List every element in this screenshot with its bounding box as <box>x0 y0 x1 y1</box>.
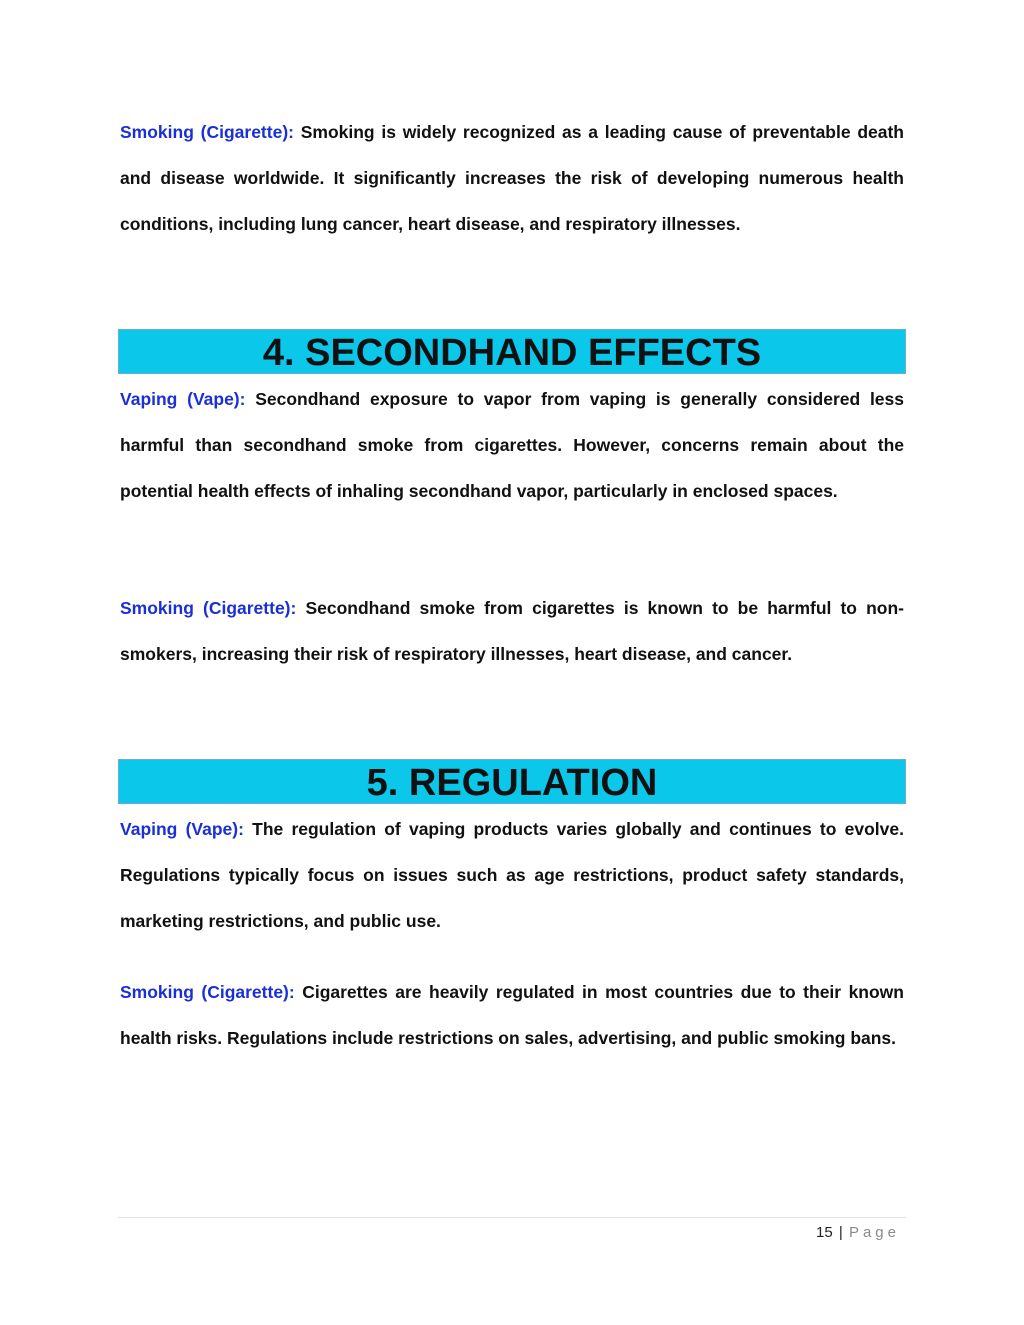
secondhand-vaping-paragraph <box>120 376 904 514</box>
secondhand-vaping-section <box>120 376 904 514</box>
secondhand-smoking-section <box>120 585 904 677</box>
regulation-heading: 5. REGULATION <box>366 762 658 804</box>
regulation-smoking-paragraph <box>120 969 904 1061</box>
page-label: Page <box>848 1224 900 1241</box>
regulation-vaping-paragraph <box>120 806 904 944</box>
vaping-label: Vaping (Vape): <box>120 819 244 839</box>
intro-section <box>120 109 904 247</box>
secondhand-smoking-paragraph <box>120 585 904 677</box>
vaping-label: Vaping (Vape): <box>120 389 246 409</box>
smoking-text: Cigarettes are heavily regulated in most countries due to their known health risks. Regulations include restrictions on sales, advertising, and public smoking bans. <box>120 982 904 1048</box>
smoking-text: Secondhand smoke from cigarettes is known to be harmful to non-smokers, increasing their risk of respiratory illnesses, heart disease, and cancer. <box>120 598 904 664</box>
footer-divider <box>118 1217 906 1218</box>
vaping-text: Secondhand exposure to vapor from vaping is generally considered less harmful than secondhand smoke from cigarettes. However, concerns remain about the potential health effects of inhaling secondhand vapor, particularly in enclosed spaces. <box>120 389 905 501</box>
regulation-heading-band <box>118 759 906 804</box>
smoking-text: Smoking is widely recognized as a leading cause of preventable death and disease worldwide. It significantly increases the risk of developing numerous health conditions, including lung cancer, heart disease, and respiratory illnesses. <box>120 122 904 234</box>
intro-smoking-paragraph <box>120 109 904 247</box>
secondhand-heading-band <box>118 329 906 374</box>
page-number: 15 <box>816 1224 833 1241</box>
smoking-label: Smoking (Cigarette): <box>120 598 297 618</box>
footer-separator: | <box>838 1224 843 1241</box>
secondhand-heading: 4. SECONDHAND EFFECTS <box>262 332 762 374</box>
regulation-vaping-section <box>120 806 904 944</box>
smoking-label: Smoking (Cigarette): <box>120 982 295 1002</box>
regulation-smoking-section <box>120 969 904 1061</box>
smoking-label: Smoking (Cigarette): <box>120 122 294 142</box>
vaping-text: The regulation of vaping products varies globally and continues to evolve. Regulations typically focus on issues such as age restrictions, product safety standards, marketing restrictions, and public use. <box>120 819 904 931</box>
page-footer <box>816 1222 900 1244</box>
